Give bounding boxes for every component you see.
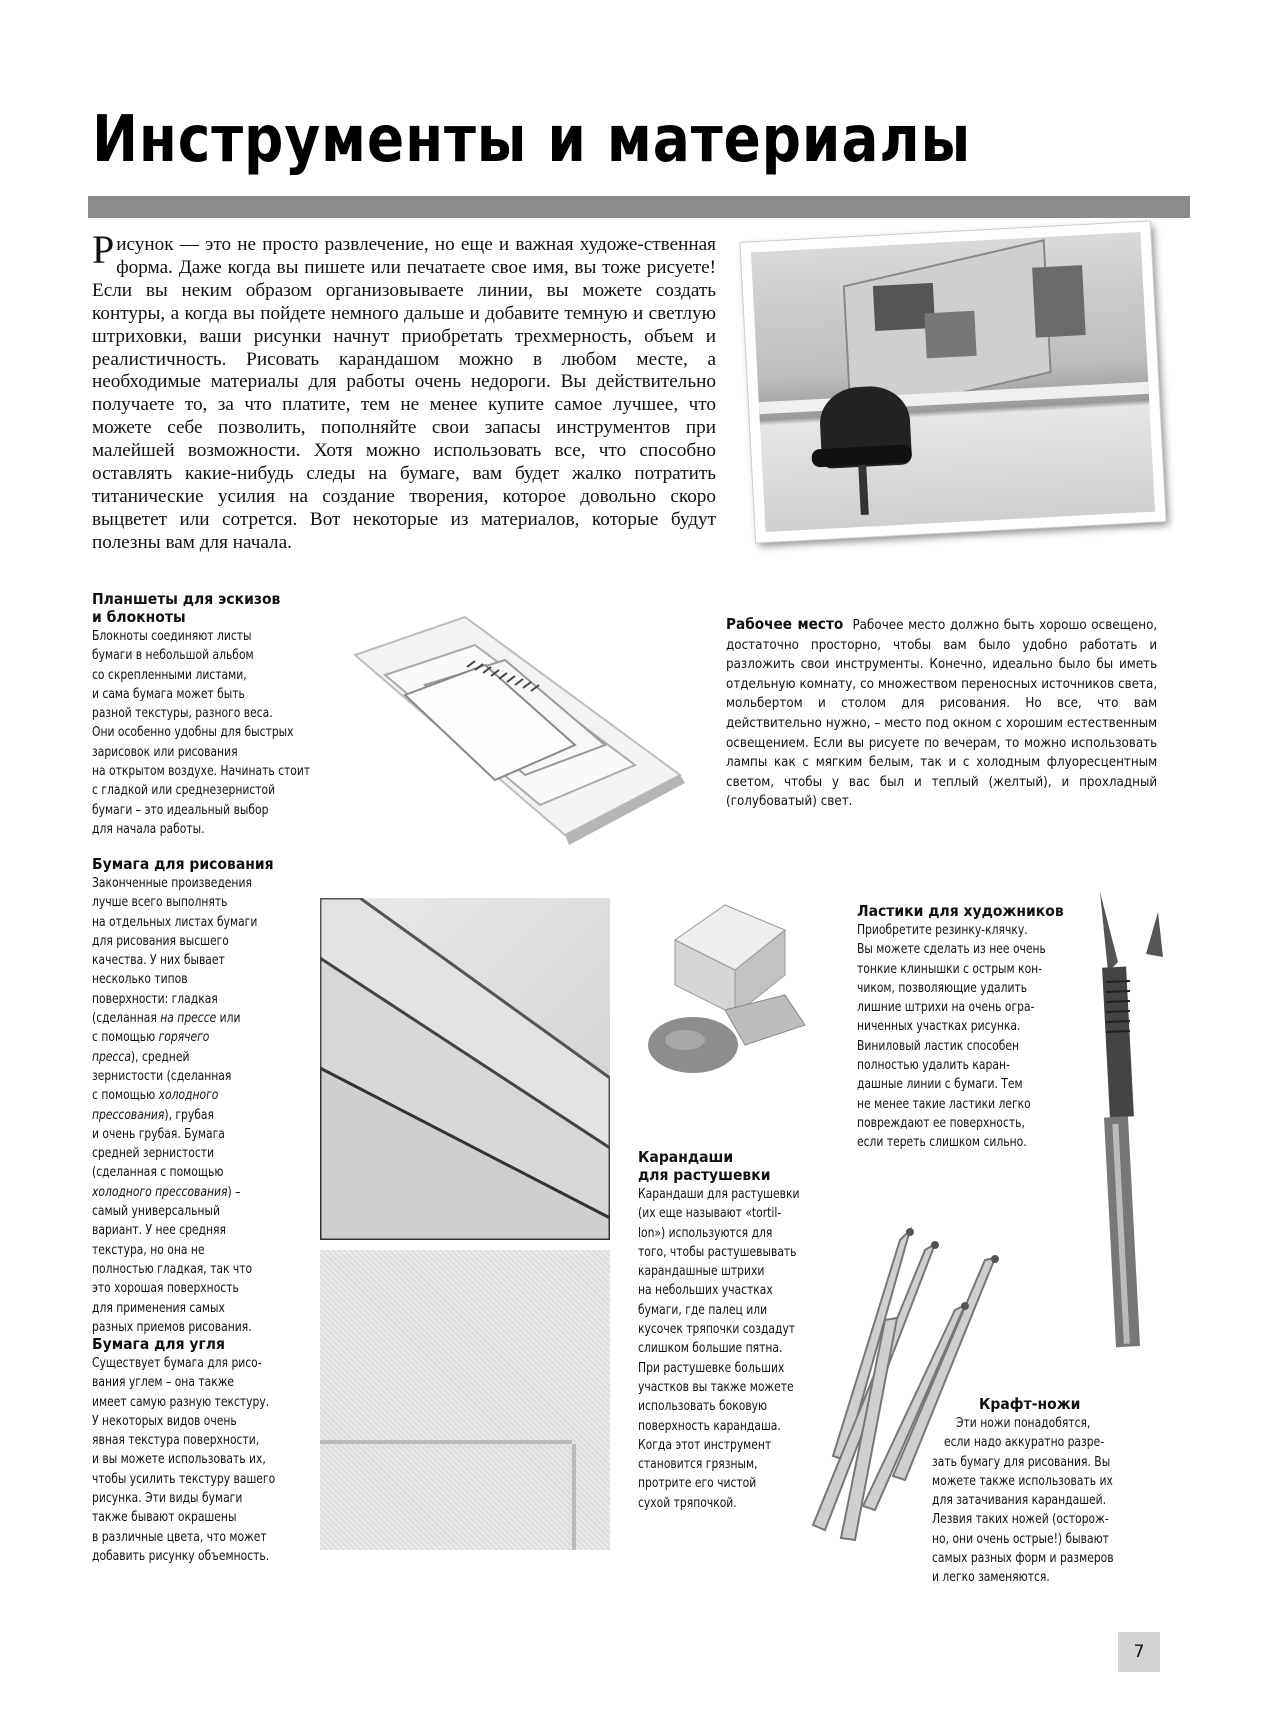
charcoal-paper-line: также бывают окрашены [92, 1509, 237, 1526]
knives-line: можете также использовать их [932, 1472, 1113, 1489]
charcoal-paper-image [320, 1250, 610, 1550]
knives-line: и легко заменяются. [932, 1569, 1050, 1586]
knives-text [932, 1414, 1138, 1588]
sketchpads-line: зарисовок или рисования [92, 743, 238, 760]
stumps-line: слишком большие пятна. [638, 1340, 783, 1357]
erasers-line: ниченных участках рисунка. [857, 1018, 1021, 1035]
workplace-photo-image [751, 232, 1155, 532]
drawing-paper-line: это хорошая поверхность [92, 1280, 239, 1297]
stumps-line: lon») используются для [638, 1224, 773, 1241]
stumps-heading-1: Карандаши [638, 1148, 734, 1166]
drawing-paper-line: текстура, но она не [92, 1241, 205, 1258]
knives-line: если надо аккуратно разре- [944, 1434, 1105, 1451]
workplace-paragraph [726, 615, 1157, 812]
page-title: Инструменты и материалы [92, 103, 972, 177]
sketchpads-heading-2: и блокноты [92, 608, 186, 626]
sketchpads-heading-1: Планшеты для эскизов [92, 590, 281, 608]
intro-text: исунок — это не просто развлечение, но еще и важная художе-ственная форма. Даже когда вы пишете или печатаете свое имя, вы тоже рисуете! Если вы неким образом организовываете линии, вы можете создать контуры, а когда вы пойдете немного дальше и добавите темную и светлую штриховки, ваши рисунки начнут приобретать трехмерность, объем и реалистичность. Рисовать карандашом можно в любом месте, а необходимые материалы для работы очень недороги. Вы действительно получаете то, за что платите, тем не менее купите самое лучшее, что можете себе позволить, пополняйте свои запасы инструментов при малейшей возможности. Хотя можно использовать все, что способно оставлять какие-нибудь следы на бумаге, вам будет жалко потратить титанические усилия на создание творения, которое довольно скоро выцветет или сотрется. Вот некоторые из материалов, которые будут полезны вам для начала. [92, 234, 716, 553]
charcoal-paper-line: Существует бумага для рисо- [92, 1355, 262, 1371]
erasers-line: дашные линии с бумаги. Тем [857, 1076, 1023, 1093]
sketchpads-line: Блокноты соединяют листы [92, 628, 252, 644]
drawing-paper-line: поверхности: гладкая [92, 990, 218, 1007]
drawing-paper-line: самый универсальный [92, 1203, 221, 1220]
sketchpads-line: на открытом воздухе. Начинать стоит [92, 763, 311, 780]
stumps-line: кусочек тряпочки создадут [638, 1321, 796, 1338]
sketchpads-line: Они особенно удобны для быстрых [92, 724, 294, 741]
drop-cap: Р [92, 227, 115, 272]
charcoal-paper-line: добавить рисунку объемность. [92, 1547, 270, 1564]
erasers-line: Виниловый ластик способен [857, 1037, 1020, 1054]
charcoal-paper-line: У некоторых видов очень [92, 1412, 237, 1429]
drawing-paper-line: для рисования высшего [92, 932, 229, 949]
title-underline-bar [88, 196, 1190, 218]
page-number: 7 [1118, 1632, 1160, 1672]
erasers-image [645, 900, 825, 1080]
erasers-line: лишние штрихи на очень огра- [857, 999, 1035, 1016]
charcoal-paper-line: чтобы усилить текстуру вашего [92, 1470, 276, 1487]
drawing-paper-line: качества. У них бывает [92, 952, 225, 969]
stumps-line: (их еще называют «tortil- [638, 1205, 782, 1222]
drawing-paper-line: вариант. У нее средняя [92, 1222, 226, 1239]
stumps-heading-2: для растушевки [638, 1166, 771, 1184]
charcoal-paper-line: в различные цвета, что может [92, 1528, 267, 1545]
drawing-paper-line: зернистости (сделанная [92, 1067, 232, 1084]
drawing-paper-line: с помощью горячего [92, 1029, 210, 1046]
drawing-paper-heading: Бумага для рисования [92, 855, 274, 873]
stumps-line: При растушевке больших [638, 1359, 785, 1376]
drawing-paper-line: разных приемов рисования. [92, 1318, 252, 1335]
erasers-line: Вы можете сделать из нее очень [857, 941, 1046, 958]
sketchpads-line: с гладкой или среднезернистой [92, 782, 276, 799]
drawing-paper-line: (сделанная с помощью [92, 1164, 224, 1181]
drawing-paper-line: прессования), грубая [92, 1106, 214, 1123]
knives-line: самых разных форм и размеров [932, 1550, 1114, 1567]
drawing-paper-line: пресса), средней [92, 1048, 190, 1065]
workplace-photo [740, 221, 1165, 542]
stumps-line: Когда этот инструмент [638, 1436, 772, 1453]
knives-line: для затачивания карандашей. [932, 1492, 1107, 1509]
knives-line: Эти ножи понадобятся, [956, 1415, 1091, 1431]
drawing-paper-line: Законченные произведения [92, 875, 252, 891]
craft-knife-image [1088, 892, 1178, 1382]
charcoal-paper-heading: Бумага для угля [92, 1335, 225, 1353]
erasers-line: чиком, позволяющие удалить [857, 979, 1028, 996]
stumps-line: Карандаши для растушевки [638, 1186, 800, 1202]
drawing-paper-line: для применения самых [92, 1299, 225, 1316]
sketchpads-text [92, 627, 340, 839]
stumps-line: использовать боковую [638, 1398, 768, 1415]
drawing-paper-line: несколько типов [92, 971, 188, 988]
charcoal-paper-line: рисунка. Эти виды бумаги [92, 1490, 243, 1507]
sketchpads-image [325, 605, 695, 850]
sketchpads-line: разной текстуры, разного веса. [92, 705, 273, 722]
stumps-line: сухой тряпочкой. [638, 1494, 737, 1511]
stumps-line: бумаги, где палец или [638, 1301, 768, 1318]
intro-paragraph [92, 227, 716, 555]
sketchpads-line: со скрепленными листами, [92, 666, 247, 683]
drawing-paper-line: холодного прессования) – [92, 1183, 241, 1200]
knives-line: зать бумагу для рисования. Вы [932, 1453, 1111, 1470]
charcoal-paper-text [92, 1354, 300, 1566]
drawing-paper-text [92, 874, 280, 1337]
charcoal-paper-line: и вы можете использовать их, [92, 1451, 266, 1468]
workplace-text: Рабочее место должно быть хорошо освещено, достаточно просторно, чтобы вам было удобно работать и разложить свои инструменты. Конечно, идеально было бы иметь отдельную комнату, со множеством переносных источников света, мольбертом и столом для рисования. Но все, что вам действительно нужно, – место под окном с хорошим естественным освещением. Если вы рисуете по вечерам, то можно использовать лампы как с мягким белым, так и с холодным флуоресцентным светом, чтобы у вас был и теплый (желтый), и прохладный (голубоватый) свет. [726, 617, 1158, 810]
knives-line: но, они очень острые!) бывают [932, 1530, 1109, 1547]
drawing-paper-line: средней зернистости [92, 1145, 215, 1162]
workplace-heading: Рабочее место [726, 615, 844, 633]
erasers-line: если тереть слишком сильно. [857, 1134, 1027, 1151]
drawing-paper-line: и очень грубая. Бумага [92, 1125, 225, 1142]
stumps-line: того, чтобы растушевывать [638, 1243, 797, 1260]
erasers-text [857, 921, 1072, 1153]
stumps-line: поверхность карандаша. [638, 1417, 781, 1434]
knives-heading: Крафт-ножи [979, 1395, 1081, 1413]
stumps-line: на небольших участках [638, 1282, 773, 1299]
erasers-line: полностью удалить каран- [857, 1057, 1010, 1074]
sketchpads-line: бумаги в небольшой альбом [92, 647, 254, 664]
drawing-paper-image [320, 898, 610, 1240]
stumps-line: карандашные штрихи [638, 1263, 765, 1280]
erasers-line: не менее такие ластики легко [857, 1095, 1031, 1112]
drawing-paper-line: полностью гладкая, так что [92, 1260, 253, 1277]
drawing-paper-line: (сделанная на прессе или [92, 1010, 241, 1027]
charcoal-paper-line: имеет самую разную текстуру. [92, 1393, 270, 1410]
charcoal-paper-line: вания углем – она также [92, 1374, 235, 1391]
sketchpads-line: бумаги – это идеальный выбор [92, 801, 269, 818]
drawing-paper-line: лучше всего выполнять [92, 894, 228, 911]
erasers-line: Приобретите резинку-клячку. [857, 922, 1028, 938]
stumps-line: протрите его чистой [638, 1475, 757, 1492]
sketchpads-line: для начала работы. [92, 820, 205, 837]
erasers-heading: Ластики для художников [857, 902, 1064, 920]
drawing-paper-line: с помощью холодного [92, 1087, 219, 1104]
stumps-line: становится грязным, [638, 1456, 758, 1473]
erasers-line: повреждают ее поверхность, [857, 1114, 1025, 1131]
charcoal-paper-line: явная текстура поверхности, [92, 1432, 260, 1449]
erasers-line: тонкие клинышки с острым кон- [857, 960, 1043, 977]
knives-line: Лезвия таких ножей (осторож- [932, 1511, 1109, 1528]
sketchpads-line: и сама бумага может быть [92, 685, 245, 702]
stumps-line: участков вы также можете [638, 1378, 794, 1395]
drawing-paper-line: на отдельных листах бумаги [92, 913, 258, 930]
